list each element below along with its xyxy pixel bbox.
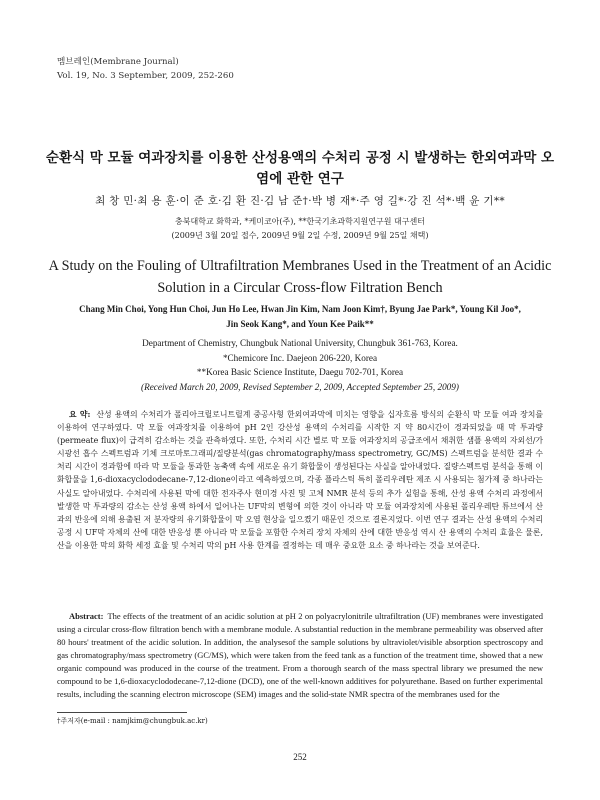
english-authors (40, 302, 560, 332)
korean-dates: (2009년 3월 20일 접수, 2009년 9월 2일 수정, 2009년 9월 25일 채택) (171, 231, 429, 240)
english-affiliation-block (40, 336, 560, 394)
korean-abstract-text: 산성 용액의 수처리가 폴리아크릴로니트릴계 중공사형 한외여과막에 미치는 영향을 십자흐름 방식의 순환식 막 모듈 여과 장치를 이용하여 연구하였다. 막 모듈 여과장치를 이용하여 pH 2인 강산성 용액의 수처리를 시작한 지 약 80시간이 경과되었을 때 막 투과량(permeate flux)이 급격히 감소하는 것을 관측하였다. 또한, 수처리 시간 별로 막 모듈 여과장치의 공급조에서 채취한 샘플 용액의 자외선/가시광선 흡수 스펙트럼과 기체 크로마토그래피/질량분석(gas chromatography/mass spectrometry, GC/MS) 스펙트럼을 분석한 결과 수처리 시간이 경과함에 따라 막 모듈을 통과한 농축액 속에 새로운 유기 화합물이 생성된다는 사실을 알아내었다. 질량스펙트럼 분석을 통해 이 화합물을 1,6-dioxacyclododecane-7,12-dione이라고 예측하였으며, 각종 플라스틱 특히 폴리우레탄 제조 시 사용되는 첨가제 중 하나라는 사실도 알아내었다. 수처리에 사용된 막에 대한 전자주사 현미경 사진 및 고체 NMR 분석 등의 추가 실험을 통해, 산성 용액 수처리 과정에서 발생한 막 투과량의 감소는 산성 용액 하에서 일어나는 UF막의 변형에 의한 것이 아니라 막 모듈 여과장치에 사용된 폴리우레탄 튜브에서 산과의 반응에 의해 용출된 저 분자량의 유기화합물이 막 오염 현상을 일으켰기 때문인 것으로 결론지었다. 이번 연구 결과는 산성 용액의 수처리 공정 시 UF막 자체의 산에 대한 반응성 뿐 아니라 막 모듈을 포함한 수처리 장치 자체의 산에 대한 반응성 역시 산 용액의 수처리 효율은 물론, 산을 이용한 막의 화학 세정 효율 및 수처리 막의 pH 사용 한계를 결정하는 데 매우 중요한 요소 중 하나라는 것을 보여준다. (57, 410, 543, 550)
footnote-divider (57, 712, 187, 713)
page-number: 252 (293, 752, 307, 762)
english-abstract-text: The effects of the treatment of an acidic solution at pH 2 on polyacrylonitrile ultrafiltration (UF) membranes were investigated using a circular cross-flow filtration bench with a membrane module. A substantial reduction in the membrane permeability was observed after 80 hours' treatment of the acidic solution. In addition, the analysesof the sample solutions by ultraviolet/visible absorption spectroscopy and gas chromatography/mass spectrometry (GC/MS), which were taken from the feed tank as a function of the treatment time, showed that a new organic compound was produced in the course of the treatment. From a thorough search of the mass spectral library we presumed the new compound to be 1,6-dioxacyclododecane-7,12-dione (DCD), one of the well-known additives for polyurethane. Based on further experimental results, including the scanning electron microscope (SEM) images and the solid-state NMR spectra of the membranes used for the (57, 611, 543, 699)
english-affiliation-1: Department of Chemistry, Chungbuk National University, Chungbuk 361-763, Korea. (142, 338, 458, 348)
journal-name: 멤브레인(Membrane Journal) (57, 57, 179, 67)
english-affiliation-3: **Korea Basic Science Institute, Daegu 702-701, Korea (196, 367, 404, 377)
english-affiliation-2: *Chemicore Inc. Daejeon 206-220, Korea (222, 352, 378, 363)
korean-abstract-label: 요 약: (69, 410, 91, 419)
english-authors-line2: Jin Seok Kang*, and Youn Kee Paik** (226, 319, 374, 329)
journal-header (57, 55, 234, 83)
corresponding-author-footnote: †주저자(e-mail : namjkim@chungbuk.ac.kr) (57, 717, 208, 725)
journal-issue: Vol. 19, No. 3 September, 2009, 252-260 (57, 71, 234, 81)
english-received-dates: (Received March 20, 2009, Revised September 2, 2009, Accepted September 25, 2009) (141, 381, 459, 392)
korean-affiliation: 충북대학교 화학과, *케미코아(주), **한국기초과학지원연구원 대구센터 (175, 217, 425, 226)
korean-abstract (57, 408, 543, 552)
korean-authors: 최 창 민·최 용 훈·이 준 호·김 환 진·김 남 준†·박 병 재*·주 영 길*·강 진 석*·백 윤 기** (95, 195, 505, 207)
english-title: A Study on the Fouling of Ultrafiltration Membranes Used in the Treatment of an Acidic Solution in a Circular Cross-flow Filtration Bench (48, 258, 552, 296)
english-abstract (57, 610, 543, 701)
korean-title: 순환식 막 모듈 여과장치를 이용한 산성용액의 수처리 공정 시 발생하는 한외여과막 오염에 관한 연구 (45, 150, 555, 187)
english-authors-line1: Chang Min Choi, Yong Hun Choi, Jun Ho Lee, Hwan Jin Kim, Nam Joon Kim†, Byung Jae Park*, Young Kil Joo*, (79, 304, 521, 314)
korean-affiliation-block (40, 215, 560, 243)
english-abstract-label: Abstract: (69, 611, 104, 621)
